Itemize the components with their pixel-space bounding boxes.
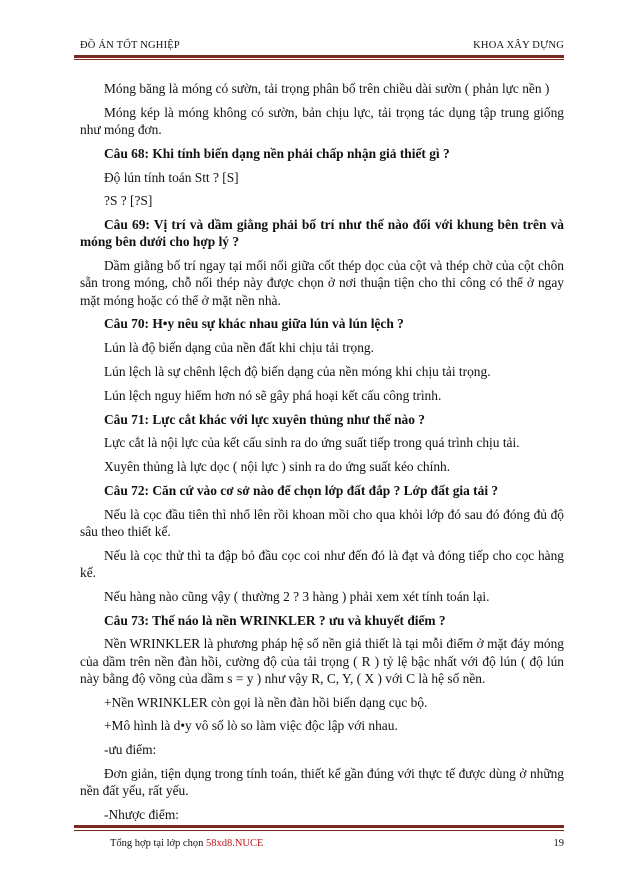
footer-caption-text: Tổng hợp tại lớp chọn (110, 838, 206, 849)
body-paragraph: Móng kép là móng không có sườn, bản chịu lực, tải trọng tác dụng tập trung giống như móng đơn. (80, 104, 564, 137)
header-title-right: KHOA XÂY DỰNG (473, 40, 564, 51)
question-heading: Câu 73: Thế náo là nền WRINKLER ? ưu và khuyết điểm ? (104, 612, 446, 628)
body-paragraph: Nếu là cọc thử thì ta đập bỏ đầu cọc coi như đến đó là đạt và đóng tiếp cho cọc hàng kế. (80, 547, 564, 580)
footer-caption (110, 838, 263, 849)
body-paragraph: Đơn giản, tiện dụng trong tính toán, thiết kế gần đúng với thực tế được dùng ở những nền đất yếu, rất yếu. (80, 765, 564, 799)
footer-class-code: 58xd8.NUCE (205, 838, 264, 849)
body-paragraph: Nếu là cọc đầu tiên thì nhổ lên rồi khoan mồi cho qua khỏi lớp đó sau đó đóng đủ độ sâu theo thiết kế. (80, 506, 564, 539)
header-divider (74, 55, 564, 58)
page-number: 19 (553, 838, 564, 849)
body-paragraph: Nếu hàng nào cũng vậy ( thường 2 ? 3 hàng ) phải xem xét tính toán lại. (104, 588, 490, 604)
body-paragraph: Móng băng là móng có sườn, tải trọng phân bố trên chiều dài sườn ( phản lực nền ) (104, 81, 550, 96)
body-paragraph: Nền WRINKLER là phương pháp hệ số nền giả thiết là tại mỗi điểm ở mặt đáy móng của dầm trên nền đàn hồi, cường độ của tải trọng ( R ) tỷ lệ bậc nhất với độ lún ( độ lún này bằng độ võng của dầm s = y ) như vậy R, C, Y, ( X ) với C là hệ số nền. (80, 636, 564, 686)
question-heading: Câu 70: H•y nêu sự khác nhau giữa lún và lún lệch ? (104, 316, 404, 332)
page-body (80, 80, 564, 830)
body-paragraph: Độ lún tính toán Stt ? [S] (104, 169, 239, 185)
body-paragraph: -Nhược điểm: (104, 806, 179, 822)
body-paragraph: -ưu điểm: (104, 742, 157, 758)
body-paragraph: Dầm giằng bố trí ngay tại mối nối giữa cốt thép dọc của cột và thép chờ của cột chôn sẵn trong móng, chỗ nối thép này được chọn ở nơi thuận tiện cho thi công có thể ở ngay mặt móng hoặc có thể ở mặt nền nhà. (80, 258, 564, 308)
body-paragraph: +Nền WRINKLER còn gọi là nền đàn hồi biến dạng cục bộ. (104, 694, 428, 710)
body-paragraph: Lún là độ biến dạng của nền đất khi chịu tải trọng. (104, 340, 374, 356)
page-footer (110, 838, 564, 852)
question-heading: Câu 69: Vị trí và dầm giằng phải bố trí như thế nào đối với khung bên trên và móng bên dưới cho hợp lý ? (80, 217, 564, 250)
header-title-left: ĐỒ ÁN TỐT NGHIỆP (80, 40, 180, 51)
body-paragraph: Xuyên thủng là lực dọc ( nội lực ) sinh ra do ứng suất kéo chính. (104, 459, 451, 475)
body-paragraph: +Mô hình là d•y vô số lò so làm việc độc lập với nhau. (104, 718, 398, 734)
question-heading: Câu 68: Khi tính biến dạng nền phải chấp nhận giả thiết gì ? (104, 145, 450, 161)
footer-divider-thin (74, 830, 564, 831)
body-paragraph: ?S ? [?S] (104, 193, 153, 209)
body-paragraph: Lún lệch là sự chênh lệch độ biến dạng của nền móng khi chịu tải trọng. (104, 363, 491, 379)
body-paragraph: Lực cắt là nội lực của kết cấu sinh ra do ứng suất tiếp trong quá trình chịu tải. (104, 435, 520, 451)
header-divider-thin (74, 59, 564, 60)
footer-divider (74, 825, 564, 828)
question-heading: Câu 71: Lực cắt khác với lực xuyên thủng như thế nào ? (104, 411, 425, 427)
question-heading: Câu 72: Căn cứ vào cơ sở nào để chọn lớp đất đắp ? Lớp đất gia tải ? (104, 482, 499, 498)
page-header (80, 40, 564, 54)
body-paragraph: Lún lệch nguy hiểm hơn nó sẽ gây phá hoại kết cấu công trình. (104, 387, 442, 403)
